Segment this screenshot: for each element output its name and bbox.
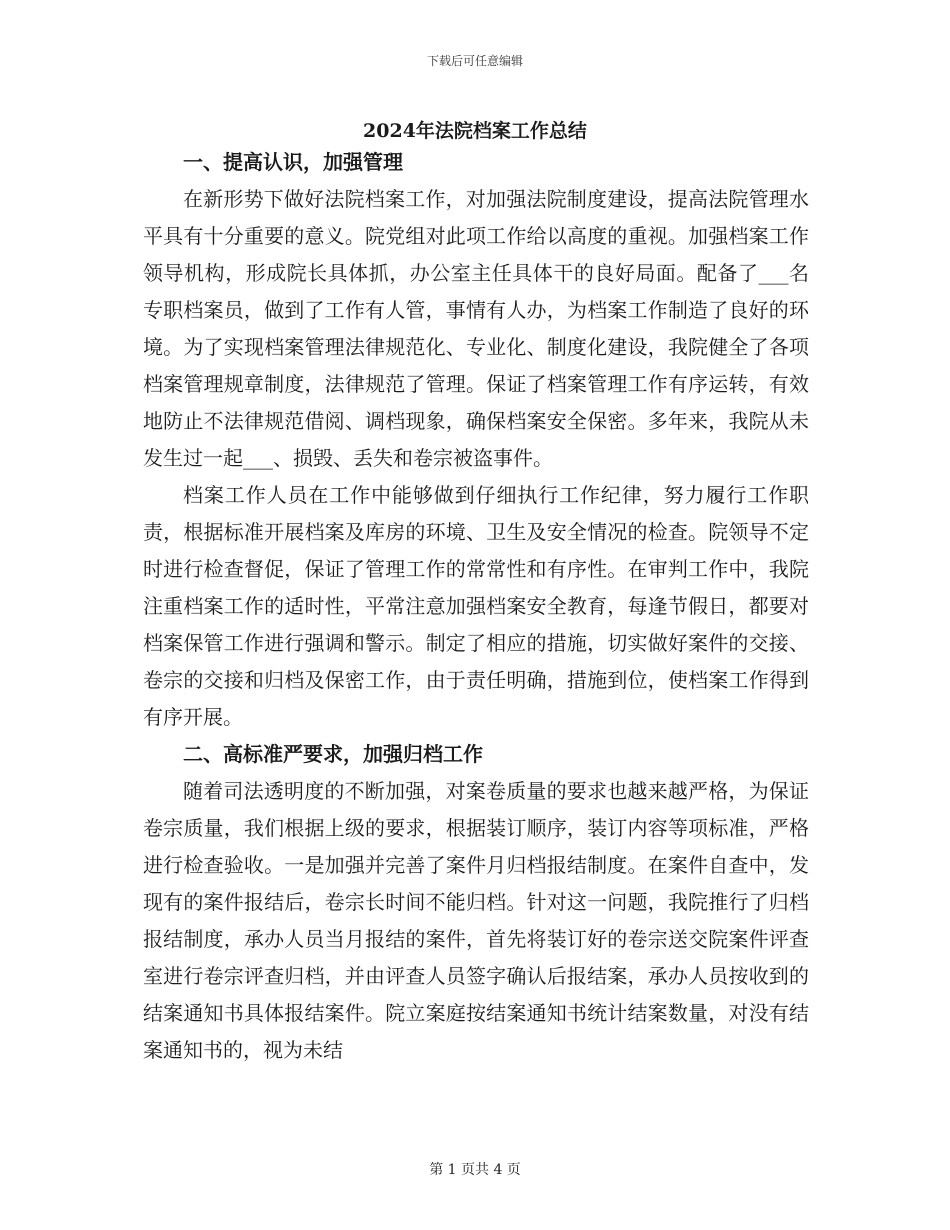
body-paragraph: 档案工作人员在工作中能够做到仔细执行工作纪律，努力履行工作职责，根据标准开展档案及库房的环境、卫生及安全情况的检查。院领导不定时进行检查督促，保证了管理工作的常常性和有序性。在审判工作中，我院注重档案工作的适时性，平常注意加强档案安全教育，每逢节假日，都要对档案保管工作进行强调和警示。制定了相应的措施，切实做好案件的交接、卷宗的交接和归档及保密工作，由于责任明确，措施到位，使档案工作得到有序开展。 — [143, 483, 809, 729]
document-body — [143, 144, 809, 1069]
body-paragraph: 在新形势下做好法院档案工作，对加强法院制度建设，提高法院管理水平具有十分重要的意义。院党组对此项工作给以高度的重视。加强档案工作领导机构，形成院长具体抓，办公室主任具体干的良好局面。配备了___名专职档案员，做到了工作有人管，事情有人办，为档案工作制造了良好的环境。为了实现档案管理法律规范化、专业化、制度化建设，我院健全了各项档案管理规章制度，法律规范了管理。保证了档案管理工作有序运转，有效地防止不法律规范借阅、调档现象，确保档案安全保密。多年来，我院从未发生过一起___、损毁、丢失和卷宗被盗事件。 — [143, 187, 809, 470]
body-paragraph: 随着司法透明度的不断加强，对案卷质量的要求也越来越严格，为保证卷宗质量，我们根据上级的要求，根据装订顺序，装订内容等项标准，严格进行检查验收。一是加强并完善了案件月归档报结制度。在案件自查中，发现有的案件报结后，卷宗长时间不能归档。针对这一问题，我院推行了归档报结制度，承办人员当月报结的案件，首先将装订好的卷宗送交院案件评查室进行卷宗评查归档，并由评查人员签字确认后报结案，承办人员按收到的结案通知书具体报结案件。院立案庭按结案通知书统计结案数量，对没有结案通知书的，视为未结 — [143, 779, 809, 1062]
section-heading: 二、高标准严要求，加强归档工作 — [183, 742, 483, 766]
page-number: 第 1 页共 4 页 — [429, 1162, 521, 1178]
section-heading: 一、提高认识，加强管理 — [183, 150, 403, 174]
page-header-note: 下载后可任意编辑 — [426, 54, 523, 68]
document-title: 2024年法院档案工作总结 — [363, 120, 587, 142]
